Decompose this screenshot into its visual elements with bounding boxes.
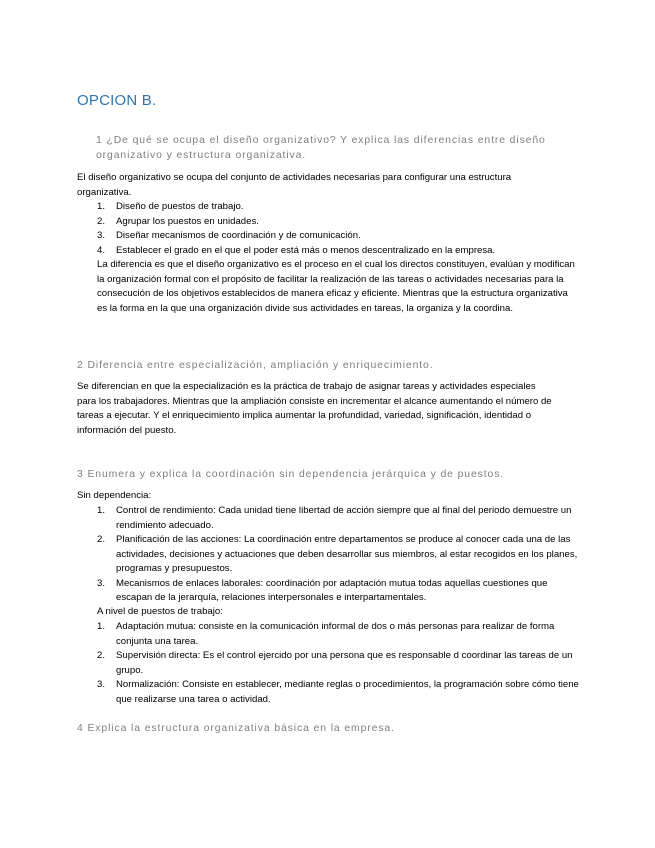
list-item: 4. Establecer el grado en el que el poder está más o menos descentralizado en la empresa. xyxy=(97,244,496,256)
question-3-sin-dependencia-label: Sin dependencia: xyxy=(77,490,152,501)
list-item: 2. Agrupar los puestos en unidades. xyxy=(97,215,259,227)
question-3-puestos-label: A nivel de puestos de trabajo: xyxy=(97,606,223,617)
list-item: 3. Mecanismos de enlaces laborales: coordinación por adaptación mutua todas aquellas cuestiones que escapan de la jerarquía, relaciones interpersonales e interpartamentales. xyxy=(97,577,548,603)
question-3-sin-dependencia-list xyxy=(97,504,579,606)
page-title: OPCION B. xyxy=(77,92,157,109)
question-4-title: 4 Explica la estructura organizativa básica en la empresa. xyxy=(77,723,395,734)
list-item: 3. Diseñar mecanismos de coordinación y de comunicación. xyxy=(97,230,361,241)
list-item: 2. Supervisión directa: Es el control ejercido por una persona que es responsable d coordinar las tareas de un grupo. xyxy=(97,650,573,676)
question-2-title: 2 Diferencia entre especialización, ampliación y enriquecimiento. xyxy=(77,360,434,371)
list-item: 1. Control de rendimiento: Cada unidad tiene libertad de acción siempre que al final del periodo demuestre un rendimiento adecuado. xyxy=(97,505,572,531)
question-3-title: 3 Enumera y explica la coordinación sin dependencia jerárquica y de puestos. xyxy=(77,469,505,480)
question-1-difference: La diferencia es que el diseño organizativo es el proceso en el cual los directos constituyen, evalúan y modifican la organización formal con el propósito de facilitar la realización de las tareas o actividades necesarias para la consecución de los objetivos establecidos de manera eficaz y eficiente. Mientras que la estructura organizativa es la forma en la que una organización divide sus actividades en tareas, la organiza y la coordina. xyxy=(97,259,575,314)
list-item: 1. Diseño de puestos de trabajo. xyxy=(97,201,244,212)
question-1-title: 1 ¿De qué se ocupa el diseño organizativo? Y explica las diferencias entre diseño organizativo y estructura organizativa. xyxy=(96,135,546,161)
list-item: 3. Normalización: Consiste en establecer, mediante reglas o procedimientos, la programación sobre cómo tiene que realizarse una tarea o actividad. xyxy=(97,679,579,705)
question-1-intro: El diseño organizativo se ocupa del conjunto de actividades necesarias para configurar una estructura organizativa. xyxy=(77,172,512,198)
list-item: 1. Adaptación mutua: consiste en la comunicación informal de dos o más personas para realizar de forma conjunta una tarea. xyxy=(97,621,555,647)
question-3-puestos-list xyxy=(97,620,579,707)
question-2-answer: Se diferencian en que la especialización es la práctica de trabajo de asignar tareas y actividades especiales para los trabajadores. Mientras que la ampliación consiste en incrementar el alcance aumentando el número de tareas a ejecutar. Y el enriquecimiento implica aumentar la profundidad, variedad, significación, identidad o información del puesto. xyxy=(77,381,552,436)
list-item: 2. Planificación de las acciones: La coordinación entre departamentos se produce al conocer cada una de las actividades, decisiones y actuaciones que deben desarrollar sus miembros, al estar recogidos en los planes, programas y presupuestos. xyxy=(97,534,578,574)
question-1-list xyxy=(97,200,577,258)
